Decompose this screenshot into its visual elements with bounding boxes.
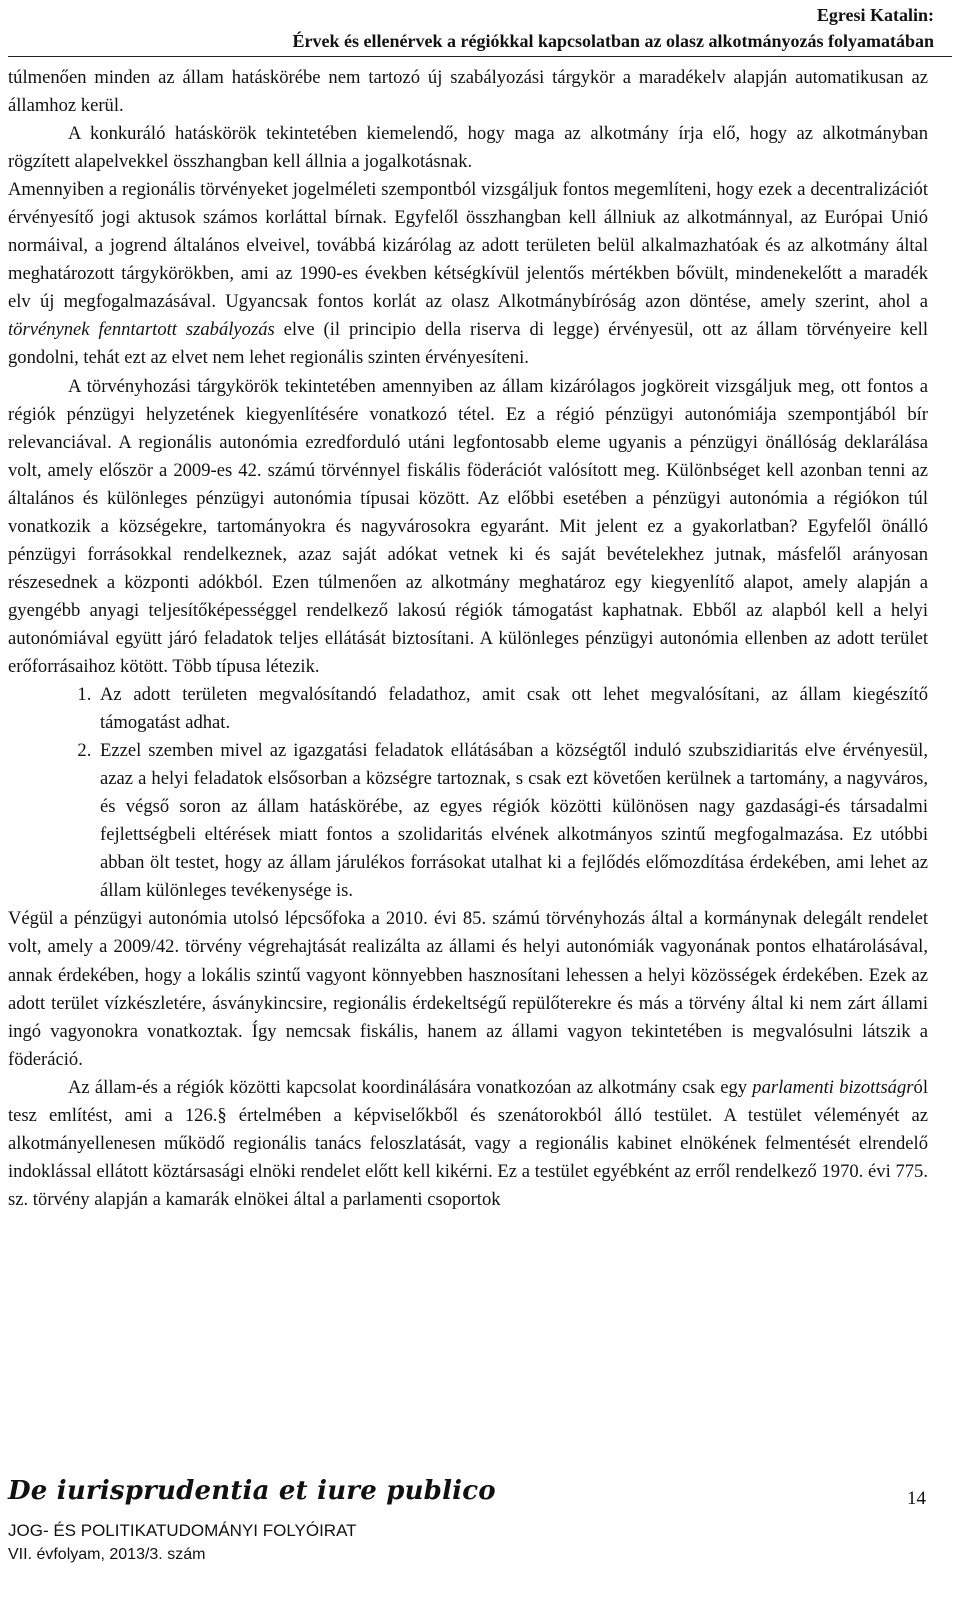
paragraph: A törvényhozási tárgykörök tekintetében amennyiben az állam kizárólagos jogköreit vizsgáljuk meg, ott fontos a régiók pénzügyi helyzetének kiegyenlítésére vonatkozó tétel. Ez a régió pénzügyi autonómiája szempontjából bír relevanciával. A regionális autonómia ezredforduló utáni legfontosabb eleme ugyanis a pénzügyi önállóság deklarálása volt, amely először a 2009-es 42. számú törvénnyel fiskális föderációt valósított meg. Különbséget kell azonban tenni az általános és különleges pénzügyi autonómia típusai között. Az előbbi esetében a pénzügyi autonómia a régiókon túl vonatkozik a községekre, tartományokra és nagyvárosokra egyaránt. Mit jelent ez a gyakorlatban? Egyfelől önálló pénzügyi forrásokkal rendelkeznek, azaz saját adókat vetnek ki és saját bevételekhez jutnak, másfelől arányosan részesednek a központi adókból. Ezen túlmenően az alkotmány meghatároz egy kiegyenlítő alapot, amely alapján a gyengébb anyagi teljesítőképességgel rendelkező lakosú régiók támogatást kaphatnak. Ebből az alapból kell a helyi autonómiával együtt járó feladatok teljes ellátását biztosítani. A különleges pénzügyi autonómia ellenben az adott terület erőforrásaihoz kötött. Több típusa létezik. bbox=[8, 375, 928, 677]
header-divider bbox=[8, 56, 952, 57]
running-header bbox=[34, 2, 934, 54]
paragraph-text: ól tesz említést, ami a 126.§ értelmében a képviselőkből és szenátorokból álló testület. A testület véleményét az alkotmányellenesen működő regionális tanács feloszlatását, vagy a regionális kabinet elnökének felmentését elrendelő indoklással ellátott köztársasági elnöki rendelet előtt kell kikérni. Ez a testület egyébként az erről rendelkező 1970. évi 775. sz. törvény alapján a kamarák elnökei által a parlamenti csoportok bbox=[8, 1076, 928, 1210]
journal-issue: VII. évfolyam, 2013/3. szám bbox=[8, 1546, 206, 1563]
paragraph: A konkuráló hatáskörök tekintetében kiemelendő, hogy maga az alkotmány írja elő, hogy az alkotmányban rögzített alapelvekkel összhangban kell állnia a jogalkotásnak. bbox=[8, 123, 928, 173]
list-item: 2. Ezzel szemben mivel az igazgatási feladatok ellátásában a községtől induló szubszidiaritás elve érvényesül, azaz a helyi feladatok elsősorban a községre tartoznak, s csak ezt követően kerülnek a tartomány, a nagyváros, és végső soron az állam hatáskörébe, az egyes régiók közötti különösen nagy gazdasági-és társadalmi fejlettségbeli eltérések miatt fontos a szolidaritás elvének alkotmányos szintű megfogalmazása. Ez utóbbi abban ölt testet, hogy az állam járulékos forrásokat utalhat ki a fejlődés előmozdítása érdekében, ami lehet az állam különleges tevékenysége is. bbox=[96, 737, 928, 905]
paragraph-text: elve (il principio della riserva di legge) érvényesül, ott az állam törvényeire kell gondolni, tehát ezt az elvet nem lehet regionális szinten érvényesíteni. bbox=[8, 319, 928, 369]
paragraph: Végül a pénzügyi autonómia utolsó lépcsőfoka a 2010. évi 85. számú törvényhozás által a kormánynak delegált rendelet volt, amely a 2009/42. törvény végrehajtását realizálta az állami és helyi autonómiák vagyonának pontos elhatárolásával, annak érdekében, hogy a lokális szintű vagyont könnyebben hasznosítani lehessen a helyi közösségek érdekében. Ezek az adott terület vízkészletére, ásványkincsire, regionális érdekeltségű repülőterekre és más a törvény által ki nem zárt állami ingó vagyonokra vonatkoztak. Így nemcsak fiskális, hanem az állami vagyon tekintetében is megvalósulni látszik a föderáció. bbox=[8, 908, 928, 1070]
paragraph-text: Az állam-és a régiók közötti kapcsolat koordinálására vonatkozóan az alkotmány csak egy bbox=[68, 1076, 753, 1098]
page-number: 14 bbox=[907, 1488, 926, 1509]
paragraph bbox=[8, 176, 928, 372]
article-body bbox=[8, 64, 928, 1214]
header-title: Érvek és ellenérvek a régiókkal kapcsolatban az olasz alkotmányozás folyamatában bbox=[292, 31, 934, 51]
paragraph: túlmenően minden az állam hatáskörébe nem tartozó új szabályozási tárgykör a maradékelv alapján automatikusan az államhoz kerül. bbox=[8, 67, 928, 117]
italic-term: parlamenti bizottságr bbox=[752, 1076, 914, 1098]
paragraph-text: Amennyiben a regionális törvényeket jogelméleti szempontból vizsgáljuk fontos megemlíteni, hogy ezek a decentralizációt érvényesítő jogi aktusok számos korláttal bírnak. Egyfelől összhangban kell állniuk az alkotmánnyal, az Európai Unió normáival, a jogrend általános elveivel, továbbá kizárólag az adott területen belül alkalmazhatóak és az alkotmány által meghatározott tárgykörökben, ami az 1990-es években kétségkívül jelentős mértékben bővült, mindenekelőtt a maradék elv új megfogalmazásával. Ugyancsak fontos korlát az olasz Alkotmánybíróság azon döntése, amely szerint, ahol a bbox=[8, 179, 928, 313]
paragraph bbox=[8, 1074, 928, 1214]
journal-title: De iurisprudentia et iure publico bbox=[8, 1476, 496, 1506]
journal-publisher: JOG- ÉS POLITIKATUDOMÁNYI FOLYÓIRAT bbox=[8, 1521, 357, 1540]
italic-term: törvénynek fenntartott szabályozás bbox=[8, 319, 275, 341]
numbered-list bbox=[8, 681, 928, 905]
header-author: Egresi Katalin: bbox=[816, 5, 934, 25]
list-item: 1. Az adott területen megvalósítandó feladathoz, amit csak ott lehet megvalósítani, az állam kiegészítő támogatást adhat. bbox=[96, 681, 928, 737]
